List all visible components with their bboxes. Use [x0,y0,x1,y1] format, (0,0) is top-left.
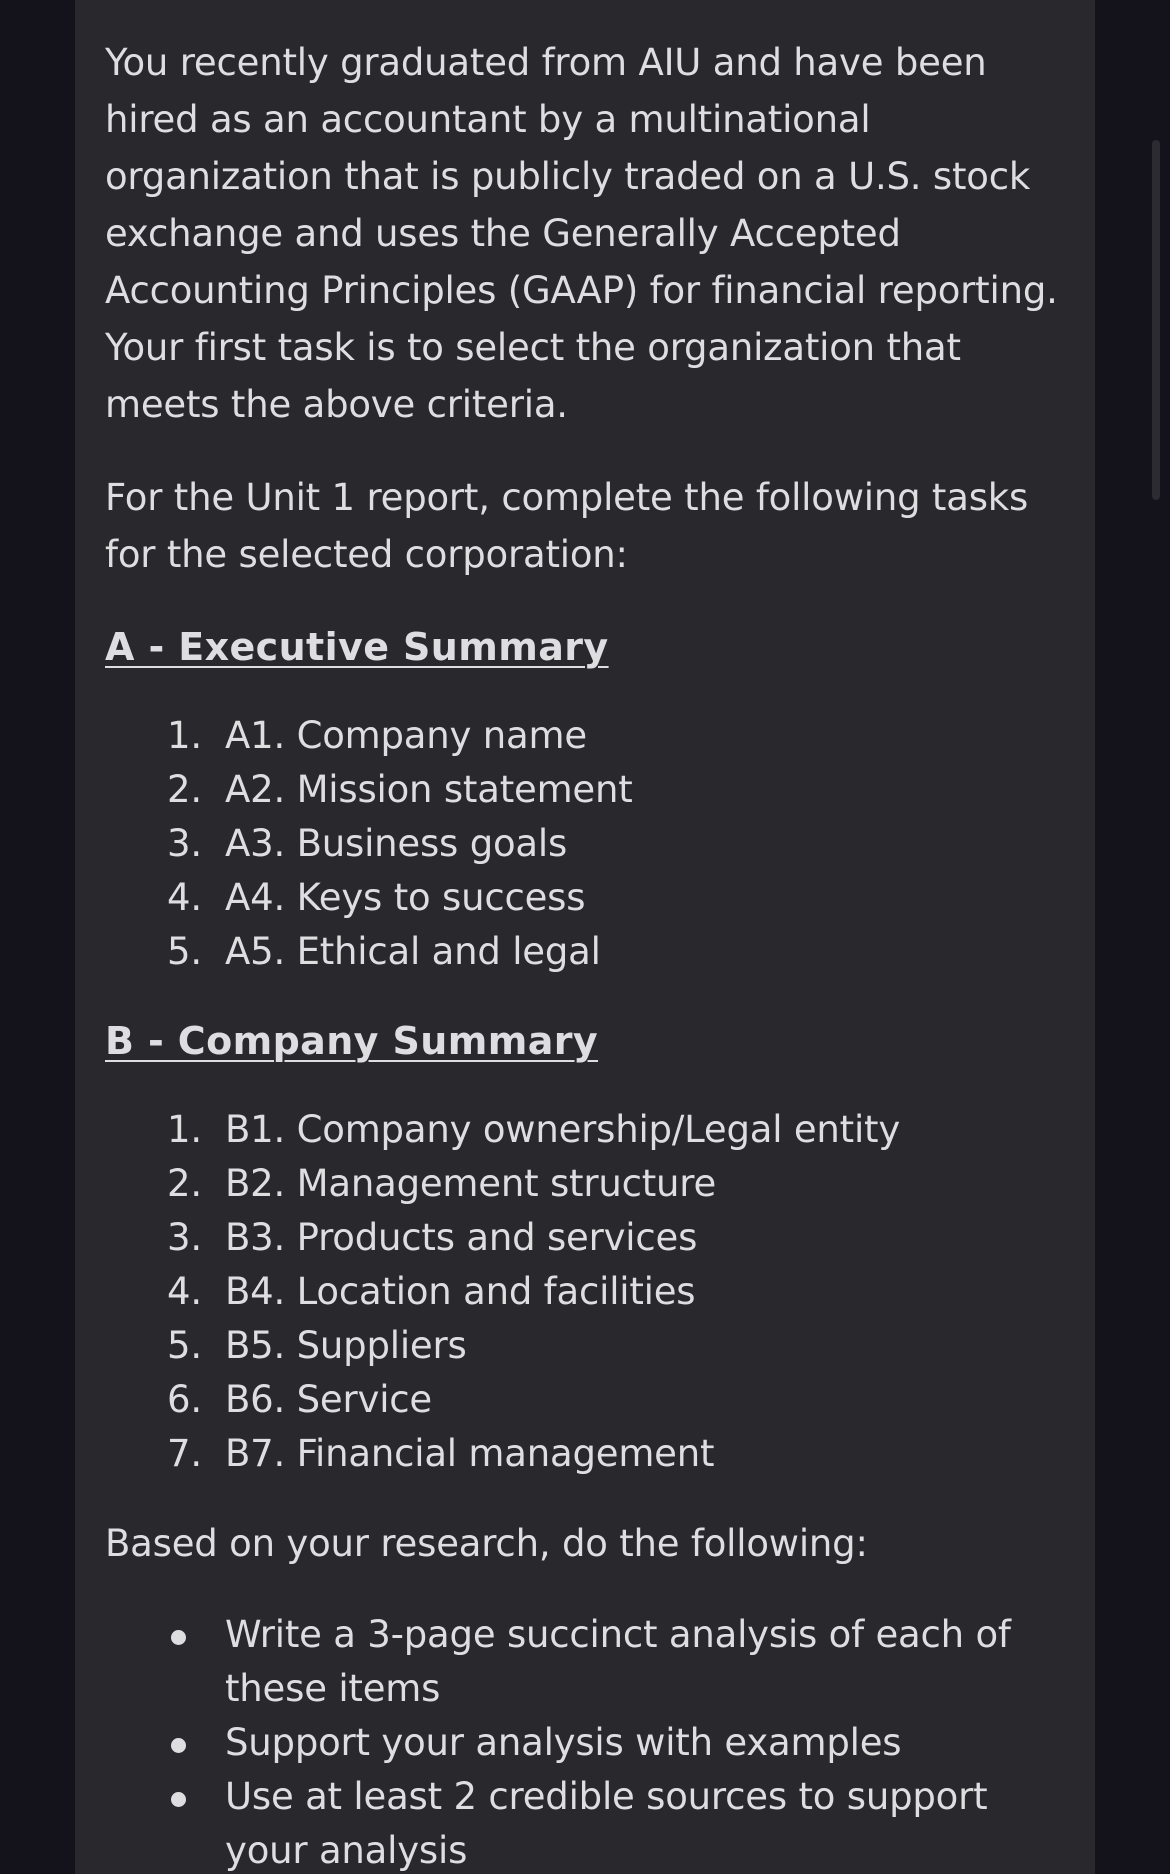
list-item-number: 5. [167,1324,202,1367]
list-item-label: B6. Service [225,1378,432,1421]
list-item [105,1103,1065,1157]
list-item [105,1319,1065,1373]
list-item-label: B1. Company ownership/Legal entity [225,1108,901,1151]
list-item [105,1716,1065,1770]
list-item [105,1427,1065,1481]
list-item-label: Support your analysis with examples [225,1721,902,1764]
section-b-heading: B - Company Summary [105,1019,599,1063]
list-item-label: B2. Management structure [225,1162,717,1205]
list-item-label: Use at least 2 credible sources to support your analysis [225,1775,988,1872]
list-item-number: 7. [167,1432,202,1475]
list-item-label: A4. Keys to success [225,876,586,919]
list-item-label: B4. Location and facilities [225,1270,696,1313]
research-intro: Based on your research, do the following: [105,1522,868,1565]
list-item-number: 4. [167,1270,202,1313]
intro-paragraph: You recently graduated from AIU and have been hired as an accountant by a multinational organization that is publicly traded on a U.S. stock exchange and uses the Generally Accepted Accounting Principles (GAAP) for financial reporting. Your first task is to select the organization that meets the above criteria. [105,41,1058,426]
list-item [105,925,1065,979]
list-item-label: A3. Business goals [225,822,568,865]
research-bullet-list [105,1608,1065,1874]
list-item [105,871,1065,925]
list-item [105,709,1065,763]
list-item-label: B3. Products and services [225,1216,698,1259]
list-item [105,1373,1065,1427]
list-item-number: 1. [167,714,202,757]
list-item-number: 2. [167,1162,202,1205]
list-item-label: Write a 3-page succinct analysis of each of these items [225,1613,1011,1710]
list-item-label: B7. Financial management [225,1432,715,1475]
executive-summary-list [105,709,1065,979]
list-item-label: A2. Mission statement [225,768,633,811]
list-item-number: 6. [167,1378,202,1421]
bullet-icon [171,1792,186,1807]
bullet-icon [171,1630,186,1645]
list-item-number: 3. [167,822,202,865]
instructions-paragraph: For the Unit 1 report, complete the following tasks for the selected corporation: [105,476,1029,576]
list-item-number: 4. [167,876,202,919]
list-item-number: 1. [167,1108,202,1151]
list-item-number: 5. [167,930,202,973]
bullet-icon [171,1738,186,1753]
list-item-number: 3. [167,1216,202,1259]
list-item-label: A5. Ethical and legal [225,930,601,973]
list-item [105,1608,1065,1716]
list-item-label: A1. Company name [225,714,587,757]
section-a-heading: A - Executive Summary [105,625,609,669]
list-item-number: 2. [167,768,202,811]
list-item-label: B5. Suppliers [225,1324,467,1367]
assignment-content-card [75,0,1095,1874]
list-item [105,817,1065,871]
scrollbar-thumb[interactable] [1152,140,1160,500]
list-item [105,763,1065,817]
list-item [105,1211,1065,1265]
list-item [105,1770,1065,1874]
company-summary-list [105,1103,1065,1481]
list-item [105,1265,1065,1319]
list-item [105,1157,1065,1211]
assignment-body [75,0,1095,1874]
